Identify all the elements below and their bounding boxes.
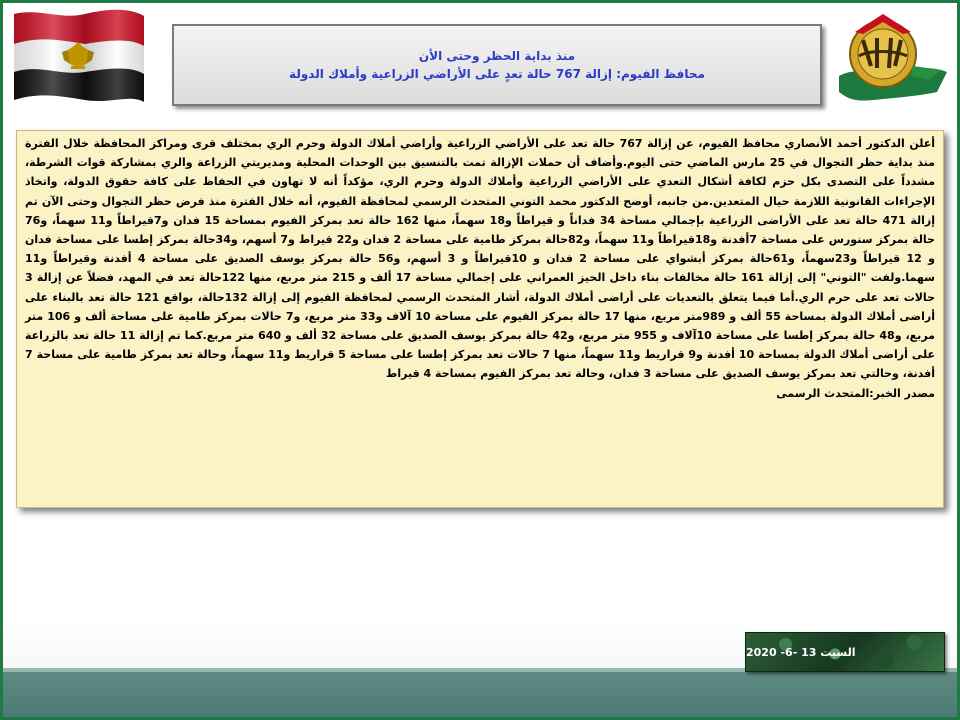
article-body-text: أعلن الدكتور أحمد الأنصاري محافظ الفيوم، عن إزالة 767 حالة تعد على الأراضي الزراعية وأراضي أملاك الدولة وحرم الري بمختلف قرى ومراكز المحافظة خلال الفترة منذ بداية حظر التجوال في 25 مارس الماضي حتى اليوم.وأضاف أن حملات الإزالة تمت بالتنسيق بين الوحدات المحلية ومديريتي الزراعة والري بمشاركة قوات الشرطة، مشدداً على التصدى بكل حزم لكافة أشكال التعدي على الأراضي الزراعية وأملاك الدولة وحرم الري، مؤكداً أنه لا تهاون في الحفاظ على كافة حقوق الدولة، واتخاذ الإجراءات القانونية اللازمة حيال المتعدين.من جانبه، أوضح الدكتور محمد التوني المتحدث الرسمي لمحافظة الفيوم، أنه خلال الفترة منذ فرض حظر التجوال وحتى الآن تم إزالة 471 حالة تعد على الأراضى الزراعية بإجمالي مساحة 34 فداناً و قيراطاً و18 سهماً، منها 162 حالة تعد بمركز الفيوم بمساحة 15 فدان و7قيراطاً و11 سهماً، و76 حالة بمركز سنورس على مساحة 7أفدنة و18قيراطاً و11 سهماً، و82حالة بمركز طامية على مساحة 2 فدان و22 قيراط و7 أسهم، و34حالة بمركز إطسا على مساحة فدان و 12 قيراطاً و23سهماً، و61حالة بمركز أبشواي على مساحة 2 فدان و 10قيراطاً و 3 أسهم، و56 حالة بمركز يوسف الصديق على مساحة 4 أفدنة وقيراطاً و11 سهما.ولفت "التوني" إلى إزالة 161 حالة مخالفات بناء داخل الحيز العمراني على إجمالي مساحة 17 ألف و 215 متر مربع، منها 122حالة تعد في المهد، فضلاً عن إزالة 3 حالات تعد على حرم الري.أما فيما يتعلق بالتعديات على أراضى أملاك الدولة، أشار المتحدث الرسمي لمحافظة الفيوم إلى إزالة 132حالة، بواقع 121 حالة تعد بالبناء على أراضى أملاك الدولة بمساحة 55 ألف و 989متر مربع، منها 17 حالة بمركز الفيوم على مساحة 10 آلاف و33 متر مربع، و7 حالات بمركز طامية على مساحة ألف و 106 متر مربع، و48 حالة بمركز إطسا على مساحة 10آلاف و 955 متر مربع، و42 حالة بمركز يوسف الصديق على مساحة 32 ألف و 640 متر مربع.كما تم إزالة 11 حالة تعد بالزراعة على أراضى أملاك الدولة بمساحة 10 أفدنة و9 قراريط و11 سهماً، منها 7 حالات تعد بمركز إطسا على مساحة 5 قراريط و11 سهماً، وحالة تعد بمركز طامية على مساحة 7 أفدنة، وحالتي تعد بمركز يوسف الصديق على مساحة 3 فدان، وحالة تعد بمركز الفيوم بمساحة 4 قيراط xyxy=(25,137,936,381)
headline-title: محافظ الفيوم: إزالة 767 حالة تعدٍ على الأراضي الزراعية وأملاك الدولة xyxy=(289,67,705,81)
article-source: مصدر الخبر:المتحدث الرسمى xyxy=(776,386,935,400)
fayoum-governorate-logo-icon xyxy=(833,10,951,106)
headline-subtitle: منذ بداية الحظر وحتى الأن xyxy=(418,49,576,63)
date-text: السبت 13 -6- 2020 xyxy=(746,645,856,659)
headline-box xyxy=(172,24,822,106)
egypt-flag-icon xyxy=(10,8,148,106)
article-body-box xyxy=(16,130,944,508)
date-badge xyxy=(745,632,945,672)
